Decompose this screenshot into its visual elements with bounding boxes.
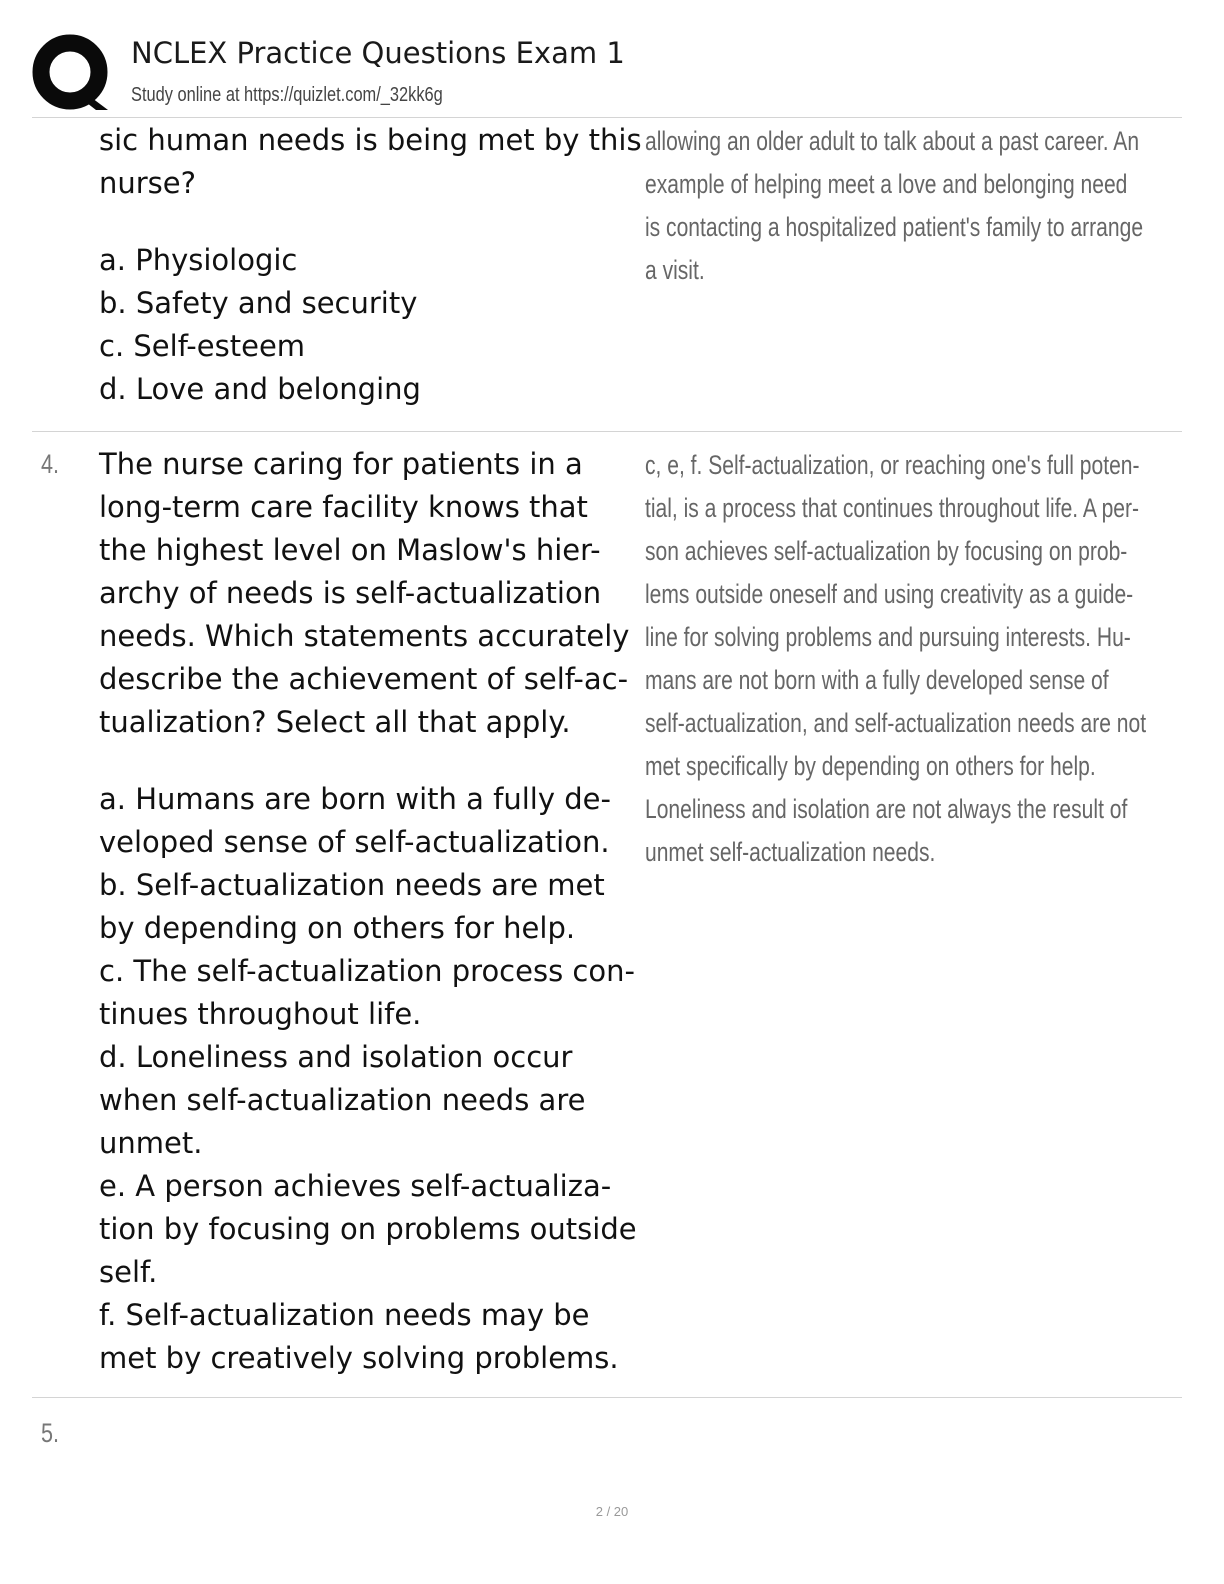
answer-line: c, e, f. Self-actualization, or reaching one's full poten- bbox=[645, 450, 1140, 480]
study-online-link[interactable]: Study online at https://quizlet.com/_32kk6g bbox=[131, 84, 443, 106]
question-line: sic human needs is being met by this bbox=[99, 123, 642, 157]
answer-line: tial, is a process that continues throughout life. A per- bbox=[645, 493, 1140, 523]
option-line: c. Self-esteem bbox=[99, 329, 306, 363]
option-line: when self-actualization needs are bbox=[99, 1083, 586, 1117]
option-line: veloped sense of self-actualization. bbox=[99, 825, 610, 859]
option-line: f. Self-actualization needs may be bbox=[99, 1298, 590, 1332]
question-line: needs. Which statements accurately bbox=[99, 619, 630, 653]
question-line: The nurse caring for patients in a bbox=[99, 447, 583, 481]
question-line: archy of needs is self-actualization bbox=[99, 576, 602, 610]
answer-line: line for solving problems and pursuing interests. Hu- bbox=[645, 622, 1131, 652]
option-line: self. bbox=[99, 1255, 158, 1289]
answer-text bbox=[645, 444, 1165, 874]
option-line: b. Self-actualization needs are met bbox=[99, 868, 605, 902]
answer-line: Loneliness and isolation are not always the result of bbox=[645, 794, 1128, 824]
answer-line: self-actualization, and self-actualization needs are not bbox=[645, 708, 1147, 738]
option-line: a. Physiologic bbox=[99, 243, 298, 277]
answer-line: allowing an older adult to talk about a past career. An bbox=[645, 126, 1140, 156]
card-number: 5. bbox=[41, 1418, 60, 1448]
quizlet-logo-icon bbox=[32, 34, 112, 114]
answer-text bbox=[645, 120, 1165, 292]
option-line: tinues throughout life. bbox=[99, 997, 422, 1031]
question-text bbox=[99, 119, 644, 411]
answer-line: mans are not born with a fully developed sense of bbox=[645, 665, 1109, 695]
card-divider bbox=[32, 431, 1182, 432]
answer-line: met specifically by depending on others for help. bbox=[645, 751, 1096, 781]
option-line: met by creatively solving problems. bbox=[99, 1341, 619, 1375]
question-line: nurse? bbox=[99, 166, 197, 200]
page-number: 2 / 20 bbox=[595, 1504, 629, 1519]
answer-line: a visit. bbox=[645, 255, 705, 285]
card-number: 4. bbox=[41, 449, 60, 479]
question-line: long-term care facility knows that bbox=[99, 490, 588, 524]
option-line: unmet. bbox=[99, 1126, 203, 1160]
option-line: a. Humans are born with a fully de- bbox=[99, 782, 611, 816]
option-line: by depending on others for help. bbox=[99, 911, 576, 945]
question-line: the highest level on Maslow's hier- bbox=[99, 533, 601, 567]
answer-line: lems outside oneself and using creativity as a guide- bbox=[645, 579, 1134, 609]
question-line: describe the achievement of self-ac- bbox=[99, 662, 629, 696]
option-line: d. Loneliness and isolation occur bbox=[99, 1040, 573, 1074]
answer-line: son achieves self-actualization by focusing on prob- bbox=[645, 536, 1128, 566]
document-title: NCLEX Practice Questions Exam 1 bbox=[131, 36, 625, 70]
answer-line: unmet self-actualization needs. bbox=[645, 837, 936, 867]
option-line: d. Love and belonging bbox=[99, 372, 421, 406]
option-line: c. The self-actualization process con- bbox=[99, 954, 635, 988]
option-line: e. A person achieves self-actualiza- bbox=[99, 1169, 612, 1203]
card-divider bbox=[32, 1397, 1182, 1398]
question-text bbox=[99, 443, 644, 1380]
option-line: b. Safety and security bbox=[99, 286, 418, 320]
answer-line: example of helping meet a love and belonging need bbox=[645, 169, 1128, 199]
option-line: tion by focusing on problems outside bbox=[99, 1212, 637, 1246]
header-divider bbox=[32, 117, 1182, 118]
question-line: tualization? Select all that apply. bbox=[99, 705, 571, 739]
answer-line: is contacting a hospitalized patient's family to arrange bbox=[645, 212, 1144, 242]
